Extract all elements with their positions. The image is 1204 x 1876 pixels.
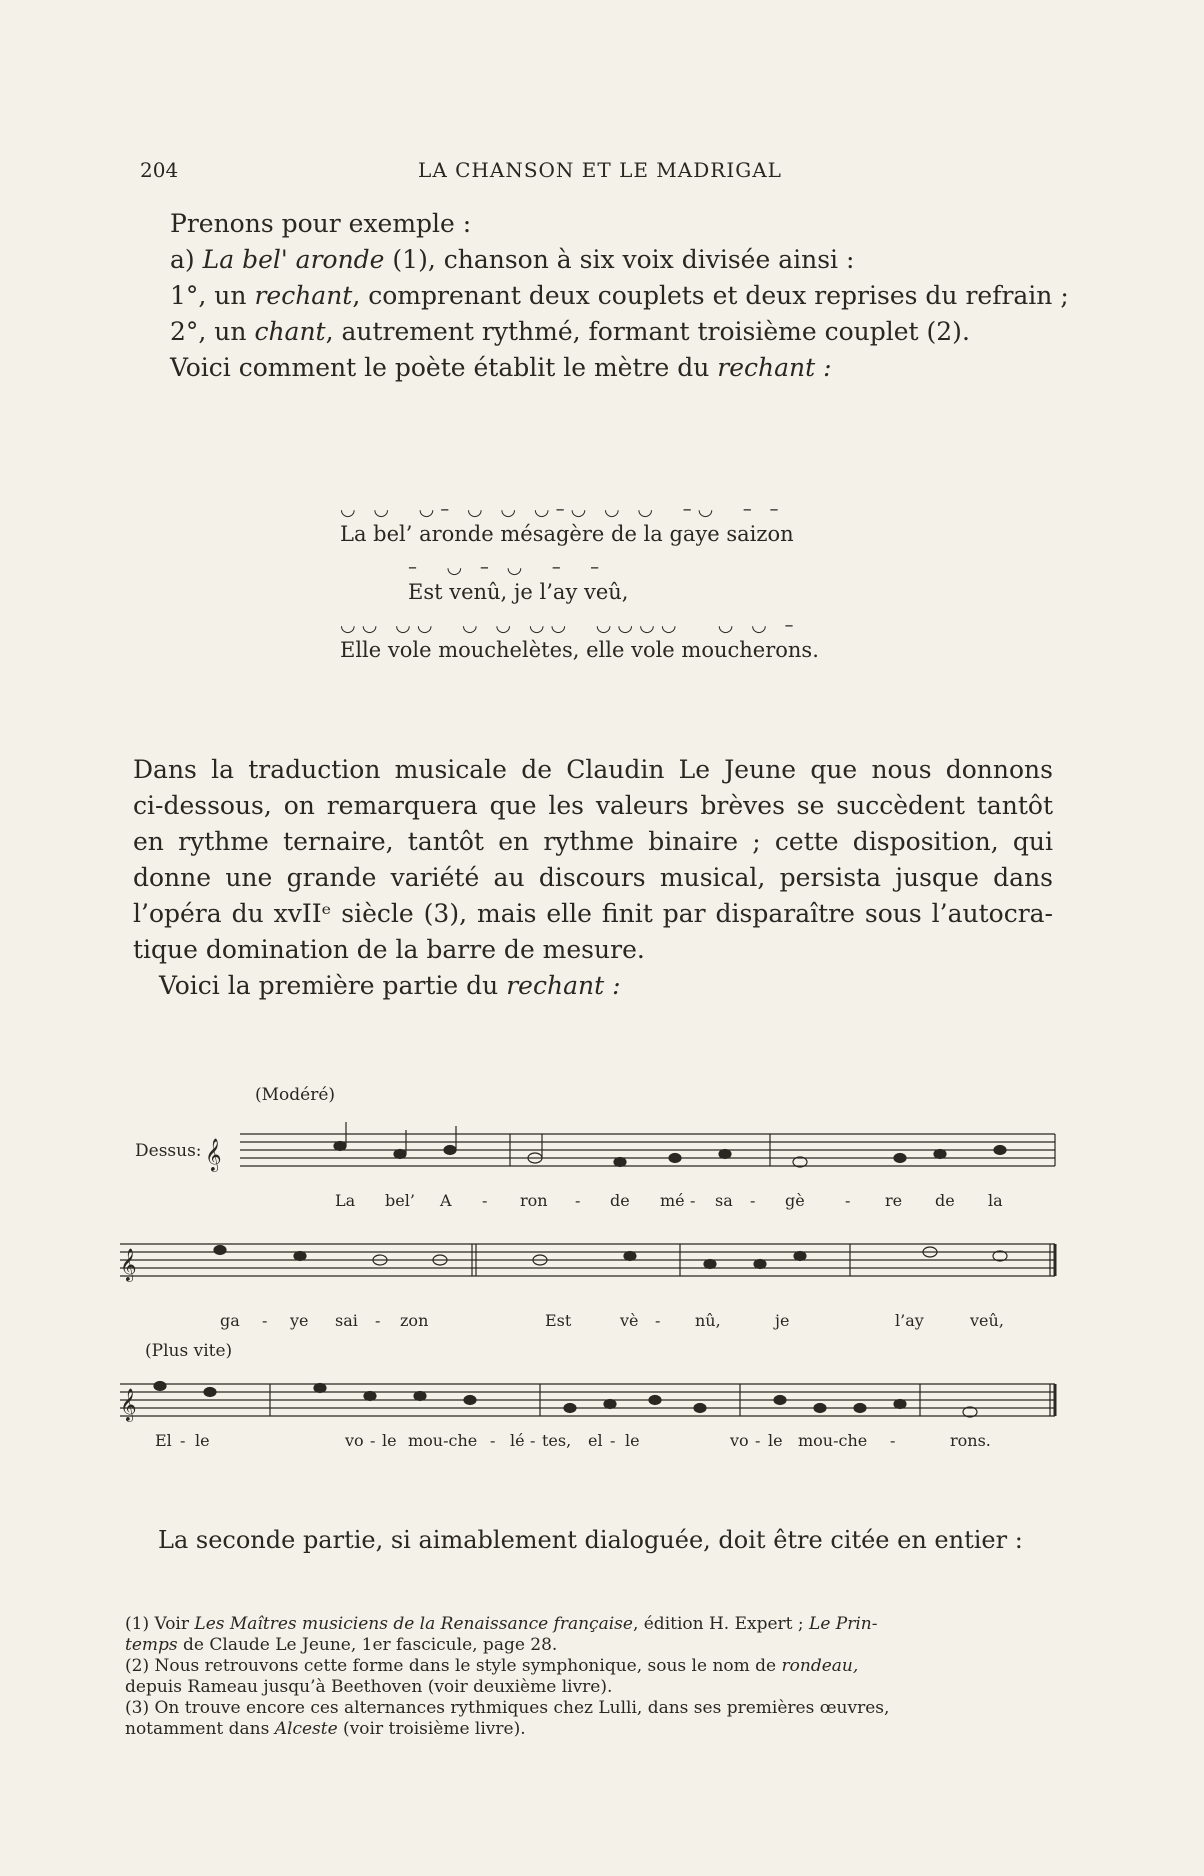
- footnote-3-line-1: (3) On trouve encore ces alternances rythmiques chez Lulli, dans ses premières œuvres,: [125, 1698, 890, 1718]
- lyric: -: [750, 1191, 756, 1210]
- lyric: re: [885, 1191, 903, 1210]
- treble-clef-1: 𝄞: [205, 1138, 222, 1171]
- lyric: sai: [335, 1311, 358, 1330]
- intro-line-1: Prenons pour exemple :: [170, 209, 472, 238]
- intro-line-4-a: 2°, un: [170, 317, 255, 346]
- body-line-4: donne une grande variété au discours musical, persista jusque dans: [133, 863, 1053, 892]
- lyric: sa: [715, 1191, 733, 1210]
- intro-line-3-a: 1°, un: [170, 281, 255, 310]
- lyric: Est: [545, 1311, 572, 1330]
- lyric: de: [935, 1191, 955, 1210]
- fn1-b: , édition H. Expert ;: [632, 1614, 810, 1634]
- fn1-title: Les Maîtres musiciens de la Renaissance française: [194, 1614, 633, 1634]
- lyric: -: [845, 1191, 851, 1210]
- lyric: -: [375, 1311, 381, 1330]
- intro-line-2-a: a): [170, 245, 203, 274]
- lyric: ye: [290, 1311, 309, 1330]
- lyric: bel’: [385, 1191, 415, 1210]
- staff-1: [240, 1134, 1055, 1166]
- lyric: mé: [660, 1191, 685, 1210]
- footnote-1-line-2: [125, 1635, 1045, 1656]
- closing-line: La seconde partie, si aimablement dialoguée, doit être citée en entier :: [158, 1526, 1023, 1554]
- music-score: [120, 1080, 1070, 1460]
- intro-paragraph: [170, 206, 1070, 386]
- staff-2: [120, 1244, 1055, 1276]
- intro-line-3-italic: rechant: [254, 281, 353, 310]
- intro-line-5-italic: rechant :: [717, 353, 832, 382]
- fn2-italic: rondeau,: [781, 1656, 859, 1676]
- voice-label: Dessus:: [135, 1141, 202, 1161]
- lyric: mou-che: [408, 1431, 478, 1450]
- lyric: vo: [730, 1431, 749, 1450]
- treble-clef-2: 𝄞: [120, 1248, 137, 1281]
- intro-line-3: [170, 278, 1070, 314]
- intro-line-5-a: Voici comment le poète établit le mètre du: [170, 353, 718, 382]
- intro-line-4-italic: chant: [254, 317, 326, 346]
- intro-line-3-b: , comprenant deux couplets et deux reprises du refrain ;: [352, 281, 1069, 310]
- lyric: ron: [520, 1191, 548, 1210]
- meter-line-2: [408, 558, 928, 606]
- lyric: El: [155, 1431, 172, 1450]
- body-line-2: ci-dessous, on remarquera que les valeurs brèves se succèdent tantôt: [133, 791, 1053, 820]
- page-number: 204: [140, 158, 179, 182]
- meter-marks-1: ◡ ◡ ◡– ◡ ◡ ◡–◡ ◡ ◡ –◡ – –: [340, 499, 785, 520]
- running-title: LA CHANSON ET LE MADRIGAL: [418, 158, 782, 182]
- meter-marks-2: – ◡ – ◡ – –: [408, 557, 606, 578]
- body-line-1: Dans la traduction musicale de Claudin Le Jeune que nous donnons: [133, 755, 1053, 784]
- voici-line: [133, 968, 1053, 1004]
- treble-clef-3: 𝄞: [120, 1388, 137, 1421]
- staff-3: [120, 1384, 1055, 1416]
- lyric: La: [335, 1191, 356, 1210]
- fn1-title2: Le Prin-: [809, 1614, 878, 1634]
- lyrics-row-3: [155, 1431, 991, 1450]
- lyric: zon: [400, 1311, 429, 1330]
- lyric: le: [768, 1431, 783, 1450]
- lyric: -: [370, 1431, 376, 1450]
- lyric: rons.: [950, 1431, 991, 1450]
- meter-line-1: [340, 500, 860, 548]
- lyric: -: [890, 1431, 896, 1450]
- fn3-italic: Alceste: [274, 1719, 338, 1739]
- fn1-a: (1) Voir: [125, 1614, 195, 1634]
- lyric: el: [588, 1431, 603, 1450]
- lyric: -: [655, 1311, 661, 1330]
- lyric: -: [482, 1191, 488, 1210]
- lyric: gè: [785, 1191, 805, 1210]
- song-title: La bel' aronde: [202, 245, 385, 274]
- lyric: je: [775, 1311, 790, 1330]
- lyric: tes,: [542, 1431, 572, 1450]
- footnotes: [125, 1614, 1045, 1740]
- lyric: le: [625, 1431, 640, 1450]
- footnote-2-line-1: [125, 1656, 1045, 1677]
- lyric: veû,: [970, 1311, 1004, 1330]
- lyric: ga: [220, 1311, 240, 1330]
- footnote-2-line-2: depuis Rameau jusqu’à Beethoven (voir deuxième livre).: [125, 1677, 613, 1697]
- intro-line-5: [170, 350, 1070, 386]
- lyric: l’ay: [895, 1311, 924, 1330]
- body-line-6: tique domination de la barre de mesure.: [133, 935, 645, 964]
- intro-line-2-b: (1), chanson à six voix divisée ainsi :: [384, 245, 855, 274]
- tempo-plus-vite: (Plus vite): [145, 1341, 233, 1361]
- voici-italic: rechant :: [506, 971, 621, 1000]
- lyric: A: [440, 1191, 452, 1210]
- lyrics-row-1: [335, 1191, 1003, 1210]
- meter-line-3: [340, 616, 860, 664]
- lyrics-row-2: [220, 1311, 1004, 1330]
- lyric: -: [490, 1431, 496, 1450]
- lyric: le: [382, 1431, 397, 1450]
- meter-words-3: Elle vole mouchelètes, elle vole moucherons.: [340, 638, 819, 662]
- lyric: mou-che: [798, 1431, 868, 1450]
- fn3-b: notamment dans: [125, 1719, 275, 1739]
- intro-line-2: [170, 242, 1070, 278]
- footnote-3-line-2: [125, 1719, 1045, 1740]
- lyric: vo: [345, 1431, 364, 1450]
- footnote-1-line-1: [125, 1614, 1045, 1635]
- fn2-a: (2) Nous retrouvons cette forme dans le style symphonique, sous le nom de: [125, 1656, 782, 1676]
- lyric: -: [262, 1311, 268, 1330]
- lyric: le: [195, 1431, 210, 1450]
- lyric: la: [988, 1191, 1003, 1210]
- lyric: -: [530, 1431, 536, 1450]
- body-line-5: l’opéra du xvIIᵉ siècle (3), mais elle finit par disparaître sous l’autocra-: [133, 899, 1053, 928]
- meter-words-2: Est venû, je l’ay veû,: [408, 580, 629, 604]
- tempo-moderato: (Modéré): [255, 1085, 336, 1105]
- meter-marks-3: ◡◡ ◡◡ ◡ ◡ ◡◡ ◡◡◡◡ ◡ ◡ –: [340, 615, 800, 636]
- lyric: -: [180, 1431, 186, 1450]
- meter-words-1: La bel’ aronde mésagère de la gaye saizon: [340, 522, 794, 546]
- intro-line-4-b: , autrement rythmé, formant troisième couplet (2).: [325, 317, 970, 346]
- fn1-title3: temps: [125, 1635, 178, 1655]
- page-header: [140, 158, 1060, 188]
- voici-text: Voici la première partie du: [159, 971, 507, 1000]
- lyric: nû,: [695, 1311, 721, 1330]
- body-line-3: en rythme ternaire, tantôt en rythme binaire ; cette disposition, qui: [133, 827, 1053, 856]
- lyric: lé: [510, 1431, 525, 1450]
- lyric: -: [575, 1191, 581, 1210]
- lyric: -: [755, 1431, 761, 1450]
- body-paragraph: [133, 752, 1053, 1004]
- lyric: vè: [620, 1311, 639, 1330]
- intro-line-4: [170, 314, 1070, 350]
- fn1-c: de Claude Le Jeune, 1er fascicule, page 28.: [177, 1635, 558, 1655]
- lyric: -: [690, 1191, 696, 1210]
- lyric: -: [610, 1431, 616, 1450]
- lyric: de: [610, 1191, 630, 1210]
- fn3-c: (voir troisième livre).: [337, 1719, 526, 1739]
